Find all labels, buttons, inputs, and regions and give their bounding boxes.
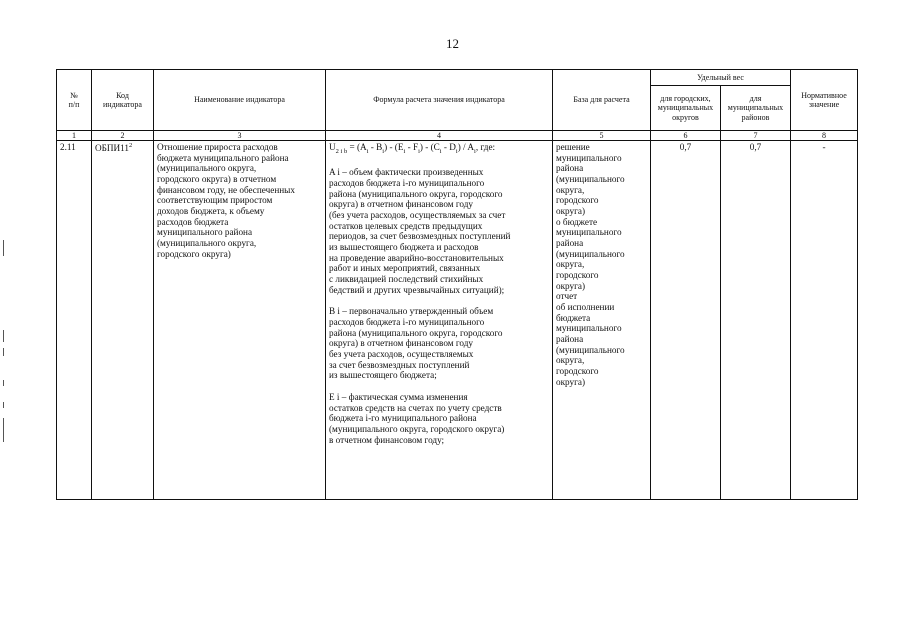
column-number: 7 xyxy=(721,131,791,141)
base-line: бюджета xyxy=(556,312,591,323)
scan-mark xyxy=(3,330,4,342)
scan-mark xyxy=(3,380,4,386)
definition-line: за счет безвозмездных поступлений xyxy=(329,359,470,370)
base-line: района xyxy=(556,334,584,345)
column-number: 1 xyxy=(57,131,92,141)
definition-line: на проведение аварийно-восстановительных xyxy=(329,252,504,263)
definition-line: с ликвидацией последствий стихийных xyxy=(329,274,484,285)
header-code: Код индикатора xyxy=(92,70,154,131)
row-number: 2.11 xyxy=(57,141,92,500)
name-line: финансовом году, не обеспеченных xyxy=(157,184,295,195)
header-norm: Нормативное значение xyxy=(791,70,858,131)
definition-line: расходов бюджета i-го муниципального xyxy=(329,178,485,189)
column-number: 2 xyxy=(92,131,154,141)
header-weight-district: для муниципальных районов xyxy=(721,86,791,131)
indicator-name xyxy=(154,141,326,500)
indicator-formula xyxy=(326,141,553,500)
name-line: городского округа) в отчетном xyxy=(157,174,277,185)
column-number: 4 xyxy=(326,131,553,141)
definition-line: остатков целевых средств предыдущих xyxy=(329,220,483,231)
definition-line: округа) в отчетном финансовом году xyxy=(329,338,474,349)
page-number: 12 xyxy=(446,36,459,51)
calculation-base xyxy=(553,141,651,500)
definition-line: остатков средств на счетах по учету средств xyxy=(329,402,502,413)
base-line: района xyxy=(556,163,584,174)
definition-line: в отчетном финансовом году; xyxy=(329,434,445,445)
base-line: (муниципального xyxy=(556,248,625,259)
definition-line: (без учета расходов, осуществляемых за счет xyxy=(329,210,506,221)
base-line: округа) xyxy=(556,280,586,291)
base-line: муниципального xyxy=(556,152,622,163)
definition-line: работ и иных мероприятий, связанных xyxy=(329,263,481,274)
formula-expression: $U_{2 i b} = (A_i - B_i) - (E_i - F_i) - (C_i - D_i) / A_i$, где: xyxy=(329,142,496,155)
definition-line: A i – объем фактически произведенных xyxy=(329,167,484,178)
base-line: о бюджете xyxy=(556,216,598,227)
norm-value: - xyxy=(791,141,858,500)
weight-district: 0,7 xyxy=(721,141,791,500)
scan-mark xyxy=(3,402,4,408)
base-line: (муниципального xyxy=(556,174,625,185)
header-weight-city: для городских, муниципальных округов xyxy=(651,86,721,131)
base-line: округа, xyxy=(556,355,585,366)
definition-line: периодов, за счет безвозмездных поступлений xyxy=(329,231,511,242)
definition-line: (муниципального округа, городского округа) xyxy=(329,424,505,435)
base-line: округа, xyxy=(556,184,585,195)
header-weight-group: Удельный вес xyxy=(651,70,791,86)
weight-city: 0,7 xyxy=(651,141,721,500)
scan-mark xyxy=(3,348,4,356)
column-number-row xyxy=(57,131,858,141)
indicator-code: $ОБПИ11^2$ xyxy=(92,141,154,500)
base-line: округа) xyxy=(556,206,586,217)
name-line: доходов бюджета, к объему xyxy=(157,206,265,217)
name-line: расходов бюджета xyxy=(157,216,229,227)
base-line: городского xyxy=(556,366,599,377)
name-line: (муниципального округа, xyxy=(157,163,257,174)
table-row xyxy=(57,141,858,500)
definition-line: без учета расходов, осуществляемых xyxy=(329,349,474,360)
base-line: отчет xyxy=(556,291,578,302)
definition-line: района (муниципального округа, городского xyxy=(329,327,503,338)
base-line: округа, xyxy=(556,259,585,270)
base-line: муниципального xyxy=(556,323,622,334)
definition-line: бедствий и других чрезвычайных ситуаций); xyxy=(329,284,505,295)
scan-mark xyxy=(3,418,4,442)
name-line: соответствующим приростом xyxy=(157,195,273,206)
base-line: округа) xyxy=(556,376,586,387)
formula-definition xyxy=(329,392,549,445)
definition-line: округа) в отчетном финансовом году xyxy=(329,199,474,210)
name-line: (муниципального округа, xyxy=(157,238,257,249)
base-line: решение xyxy=(556,142,590,152)
definition-line: B i – первоначально утвержденный объем xyxy=(329,306,494,317)
column-number: 5 xyxy=(553,131,651,141)
header-name: Наименование индикатора xyxy=(154,70,326,131)
name-line: бюджета муниципального района xyxy=(157,152,289,163)
formula-definition xyxy=(329,167,549,295)
scan-mark xyxy=(3,240,4,256)
formula-definition xyxy=(329,306,549,381)
definition-line: района (муниципального округа, городского xyxy=(329,188,503,199)
name-line: муниципального района xyxy=(157,227,253,238)
base-line: об исполнении xyxy=(556,302,615,313)
indicator-table xyxy=(56,69,858,500)
definition-line: из вышестоящего бюджета и расходов xyxy=(329,242,479,253)
definition-line: бюджета i-го муниципального района xyxy=(329,413,477,424)
base-line: городского xyxy=(556,195,599,206)
header-base: База для расчета xyxy=(553,70,651,131)
definition-line: из вышестоящего бюджета; xyxy=(329,370,437,381)
name-line: городского округа) xyxy=(157,248,231,259)
base-line: муниципального xyxy=(556,227,622,238)
column-number: 6 xyxy=(651,131,721,141)
header-num: № п/п xyxy=(57,70,92,131)
name-line: Отношение прироста расходов xyxy=(157,142,278,152)
definition-line: расходов бюджета i-го муниципального xyxy=(329,317,485,328)
column-number: 3 xyxy=(154,131,326,141)
base-line: района xyxy=(556,238,584,249)
header-formula: Формула расчета значения индикатора xyxy=(326,70,553,131)
base-line: городского xyxy=(556,270,599,281)
definition-line: E i – фактическая сумма изменения xyxy=(329,392,468,403)
base-line: (муниципального xyxy=(556,344,625,355)
column-number: 8 xyxy=(791,131,858,141)
